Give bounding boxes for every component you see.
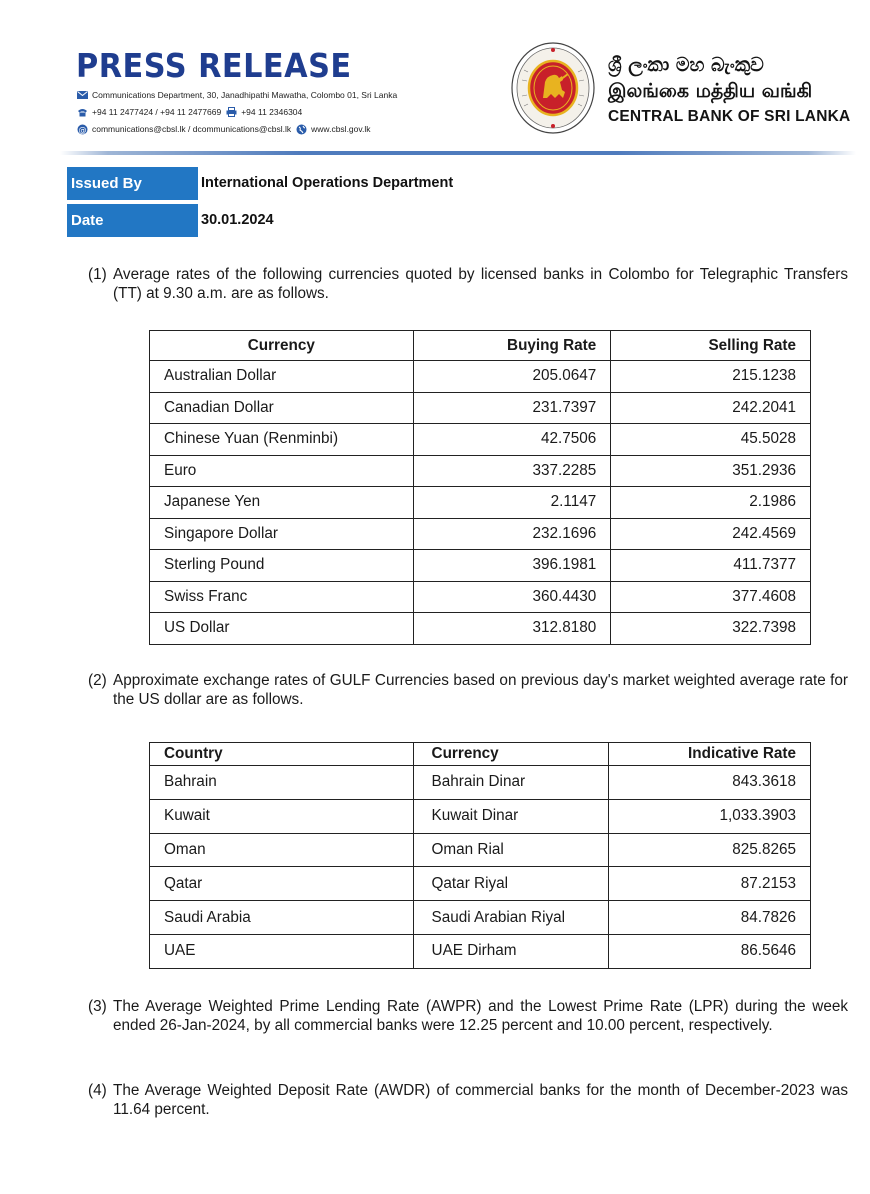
- table-header-row: [150, 743, 811, 766]
- table-row: [150, 581, 811, 613]
- section-4-paragraph: [88, 1081, 848, 1119]
- country-cell: Qatar: [150, 867, 414, 901]
- buying-rate-cell: 231.7397: [413, 392, 611, 424]
- currency-cell: Oman Rial: [413, 833, 609, 867]
- buying-rate-cell: 312.8180: [413, 613, 611, 645]
- bank-name-block: [608, 52, 850, 126]
- section-3-number: (3): [88, 998, 107, 1015]
- indicative-rate-cell: 86.5646: [609, 934, 811, 968]
- address-text: Communications Department, 30, Janadhipathi Mawatha, Colombo 01, Sri Lanka: [92, 90, 398, 100]
- indicative-rate-cell: 843.3618: [609, 766, 811, 800]
- column-header-currency: Currency: [413, 743, 609, 766]
- table-row: [150, 392, 811, 424]
- section-3-paragraph: [88, 997, 848, 1035]
- table-row: [150, 613, 811, 645]
- email-link[interactable]: communications@cbsl.lk / dcommunications@cbsl.lk: [92, 124, 292, 134]
- phone-line: [76, 107, 302, 117]
- press-release-header: [0, 0, 870, 160]
- country-cell: Saudi Arabia: [150, 901, 414, 935]
- selling-rate-cell: 242.2041: [611, 392, 811, 424]
- selling-rate-cell: 215.1238: [611, 361, 811, 393]
- buying-rate-cell: 205.0647: [413, 361, 611, 393]
- selling-rate-cell: 411.7377: [611, 550, 811, 582]
- press-release-title: PRESS RELEASE: [76, 46, 352, 85]
- indicative-rate-cell: 1,033.3903: [609, 799, 811, 833]
- address-line: [76, 90, 397, 100]
- currency-cell: Singapore Dollar: [150, 518, 414, 550]
- buying-rate-cell: 42.7506: [413, 424, 611, 456]
- globe-icon: [295, 124, 307, 134]
- section-1-text: Average rates of the following currencies quoted by licensed banks in Colombo for Telegraphic Transfers (TT) at 9.30 a.m. are as follows.: [113, 266, 848, 302]
- section-3-text: The Average Weighted Prime Lending Rate (AWPR) and the Lowest Prime Rate (LPR) during the week ended 26-Jan-2024, by all commercial banks were 12.25 percent and 10.00 percent, respectively.: [113, 998, 848, 1034]
- column-header-currency: Currency: [150, 331, 414, 361]
- selling-rate-cell: 45.5028: [611, 424, 811, 456]
- buying-rate-cell: 232.1696: [413, 518, 611, 550]
- table-row: [150, 424, 811, 456]
- table-row: [150, 361, 811, 393]
- country-cell: Oman: [150, 833, 414, 867]
- country-cell: Kuwait: [150, 799, 414, 833]
- gulf-rates-table: [149, 742, 811, 969]
- date-label: Date: [67, 204, 198, 237]
- selling-rate-cell: 351.2936: [611, 455, 811, 487]
- country-cell: UAE: [150, 934, 414, 968]
- cbsl-seal-logo: [510, 40, 596, 136]
- section-2-paragraph: [88, 671, 848, 709]
- table-row: [150, 934, 811, 968]
- country-cell: Bahrain: [150, 766, 414, 800]
- section-4-number: (4): [88, 1082, 107, 1099]
- table-row: [150, 518, 811, 550]
- column-header-indicative-rate: Indicative Rate: [609, 743, 811, 766]
- currency-cell: Sterling Pound: [150, 550, 414, 582]
- buying-rate-cell: 360.4430: [413, 581, 611, 613]
- table-row: [150, 550, 811, 582]
- selling-rate-cell: 242.4569: [611, 518, 811, 550]
- date-row: [67, 204, 767, 237]
- selling-rate-cell: 322.7398: [611, 613, 811, 645]
- section-4-text: The Average Weighted Deposit Rate (AWDR) of commercial banks for the month of December-2023 was 11.64 percent.: [113, 1082, 848, 1118]
- currency-cell: Chinese Yuan (Renminbi): [150, 424, 414, 456]
- currency-cell: Japanese Yen: [150, 487, 414, 519]
- section-1-number: (1): [88, 266, 107, 283]
- column-header-buying-rate: Buying Rate: [413, 331, 611, 361]
- buying-rate-cell: 396.1981: [413, 550, 611, 582]
- fax-icon: [225, 107, 237, 117]
- currency-cell: Kuwait Dinar: [413, 799, 609, 833]
- table-row: [150, 799, 811, 833]
- table-row: [150, 455, 811, 487]
- phone-icon: [76, 107, 88, 117]
- buying-rate-cell: 337.2285: [413, 455, 611, 487]
- currency-cell: Canadian Dollar: [150, 392, 414, 424]
- currency-cell: Australian Dollar: [150, 361, 414, 393]
- section-2-number: (2): [88, 672, 107, 689]
- currency-cell: Saudi Arabian Riyal: [413, 901, 609, 935]
- table-row: [150, 833, 811, 867]
- issued-by-row: [67, 167, 767, 200]
- currency-cell: Euro: [150, 455, 414, 487]
- email-web-line: [76, 124, 371, 134]
- buying-rate-cell: 2.1147: [413, 487, 611, 519]
- svg-text:@: @: [78, 124, 86, 134]
- bank-name-tamil: இலங்கை மத்திய வங்கி: [608, 80, 813, 102]
- indicative-rate-cell: 87.2153: [609, 867, 811, 901]
- fax-text: +94 11 2346304: [241, 107, 303, 117]
- header-divider: [60, 151, 856, 155]
- currency-cell: Swiss Franc: [150, 581, 414, 613]
- phone-text: +94 11 2477424 / +94 11 2477669: [92, 107, 222, 117]
- indicative-rate-cell: 84.7826: [609, 901, 811, 935]
- at-sign-icon: [76, 124, 88, 134]
- section-1-paragraph: [88, 265, 848, 303]
- table-row: [150, 867, 811, 901]
- table-row: [150, 487, 811, 519]
- tt-rates-table: [149, 330, 811, 645]
- section-2-text: Approximate exchange rates of GULF Currencies based on previous day's market weighted average rate for the US dollar are as follows.: [113, 672, 848, 708]
- issued-by-label: Issued By: [67, 167, 198, 200]
- bank-name-sinhala: ශ්‍රී ලංකා මහ බැංකුව: [608, 54, 764, 76]
- currency-cell: Bahrain Dinar: [413, 766, 609, 800]
- currency-cell: US Dollar: [150, 613, 414, 645]
- website-link[interactable]: www.cbsl.gov.lk: [311, 124, 371, 134]
- envelope-icon: [76, 90, 88, 100]
- date-value: 30.01.2024: [201, 212, 274, 228]
- issued-by-value: International Operations Department: [201, 175, 454, 191]
- selling-rate-cell: 2.1986: [611, 487, 811, 519]
- column-header-selling-rate: Selling Rate: [611, 331, 811, 361]
- table-row: [150, 901, 811, 935]
- indicative-rate-cell: 825.8265: [609, 833, 811, 867]
- table-header-row: [150, 331, 811, 361]
- currency-cell: Qatar Riyal: [413, 867, 609, 901]
- currency-cell: UAE Dirham: [413, 934, 609, 968]
- selling-rate-cell: 377.4608: [611, 581, 811, 613]
- column-header-country: Country: [150, 743, 414, 766]
- bank-name-english: CENTRAL BANK OF SRI LANKA: [608, 108, 851, 125]
- table-row: [150, 766, 811, 800]
